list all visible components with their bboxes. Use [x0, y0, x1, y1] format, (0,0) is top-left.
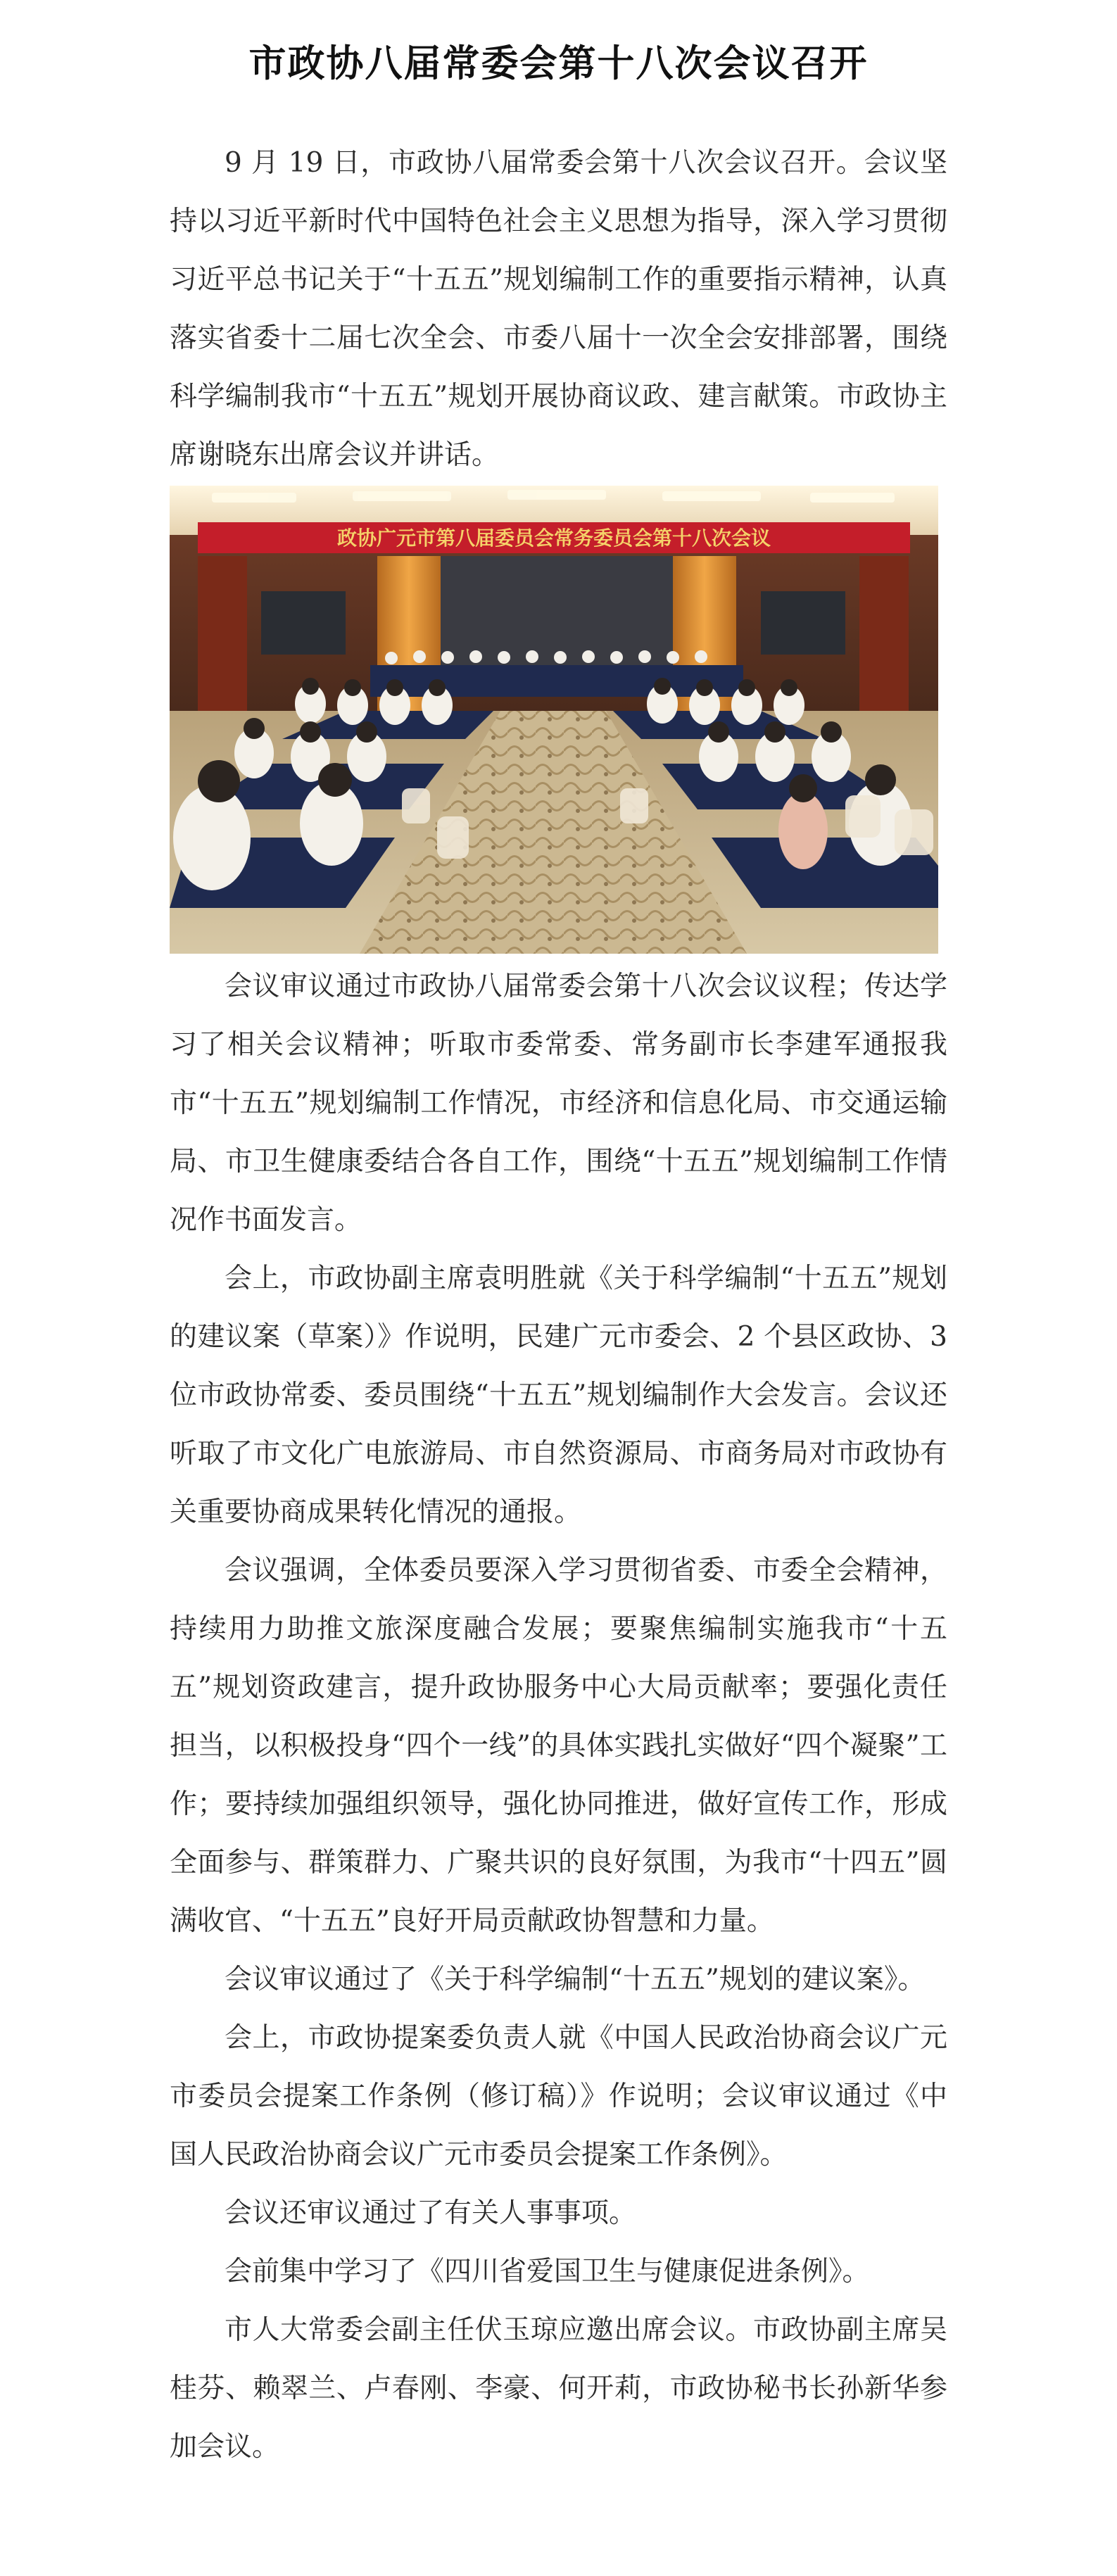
paragraph-5: 会议审议通过了《关于科学编制“十五五”规划的建议案》。	[225, 1964, 926, 1995]
meeting-photo	[170, 486, 938, 954]
paragraph-8: 会前集中学习了《四川省爱国卫生与健康促进条例》。	[225, 2256, 870, 2287]
article-title: 市政协八届常委会第十八次会议召开	[248, 41, 869, 85]
screen-wall	[441, 556, 673, 683]
paragraph-1: 9 月 19 日，市政协八届常委会第十八次会议召开。会议坚持以习近平新时代中国特色社会主义思想为指导，深入学习贯彻习近平总书记关于“十五五”规划编制工作的重要指示精神，认真落实省委十二届七次全会、市委八届十一次全会安排部署，围绕科学编制我市“十五五”规划开展协商议政、建言献策。市政协主席谢晓东出席会议并讲话。	[170, 147, 947, 471]
article-body	[170, 957, 947, 2476]
banner-text: 政协广元市第八届委员会常务委员会第十八次会议	[336, 526, 771, 550]
paragraph-2: 会议审议通过市政协八届常委会第十八次会议议程；传达学习了相关会议精神；听取市委常委、常务副市长李建军通报我市“十五五”规划编制工作情况，市经济和信息化局、市交通运输局、市卫生健康委结合各自工作，围绕“十五五”规划编制工作情况作书面发言。	[170, 971, 947, 1236]
paragraph-7: 会议还审议通过了有关人事事项。	[225, 2197, 637, 2229]
article-intro	[170, 134, 947, 484]
paragraph-9: 市人大常委会副主任伏玉琼应邀出席会议。市政协副主席吴桂芬、赖翠兰、卢春刚、李豪、何开莉，市政协秘书长孙新华参加会议。	[170, 2314, 947, 2463]
paragraph-4: 会议强调，全体委员要深入学习贯彻省委、市委全会精神，持续用力助推文旅深度融合发展；要聚焦编制实施我市“十五五”规划资政建言，提升政协服务中心大局贡献率；要强化责任担当，以积极投身“四个一线”的具体实践扎实做好“四个凝聚”工作；要持续加强组织领导，强化协同推进，做好宣传工作，形成全面参与、群策群力、广聚共识的良好氛围，为我市“十四五”圆满收官、“十五五”良好开局贡献政协智慧和力量。	[170, 1555, 947, 1937]
paragraph-6: 会上，市政协提案委负责人就《中国人民政治协商会议广元市委员会提案工作条例（修订稿）》作说明；会议审议通过《中国人民政治协商会议广元市委员会提案工作条例》。	[170, 2022, 947, 2171]
paragraph-3: 会上，市政协副主席袁明胜就《关于科学编制“十五五”规划的建议案（草案）》作说明，民建广元市委会、2 个县区政协、3 位市政协常委、委员围绕“十五五”规划编制作大会发言。会议还听取了市文化广电旅游局、市自然资源局、市商务局对市政协有关重要协商成果转化情况的通报。	[170, 1263, 947, 1528]
